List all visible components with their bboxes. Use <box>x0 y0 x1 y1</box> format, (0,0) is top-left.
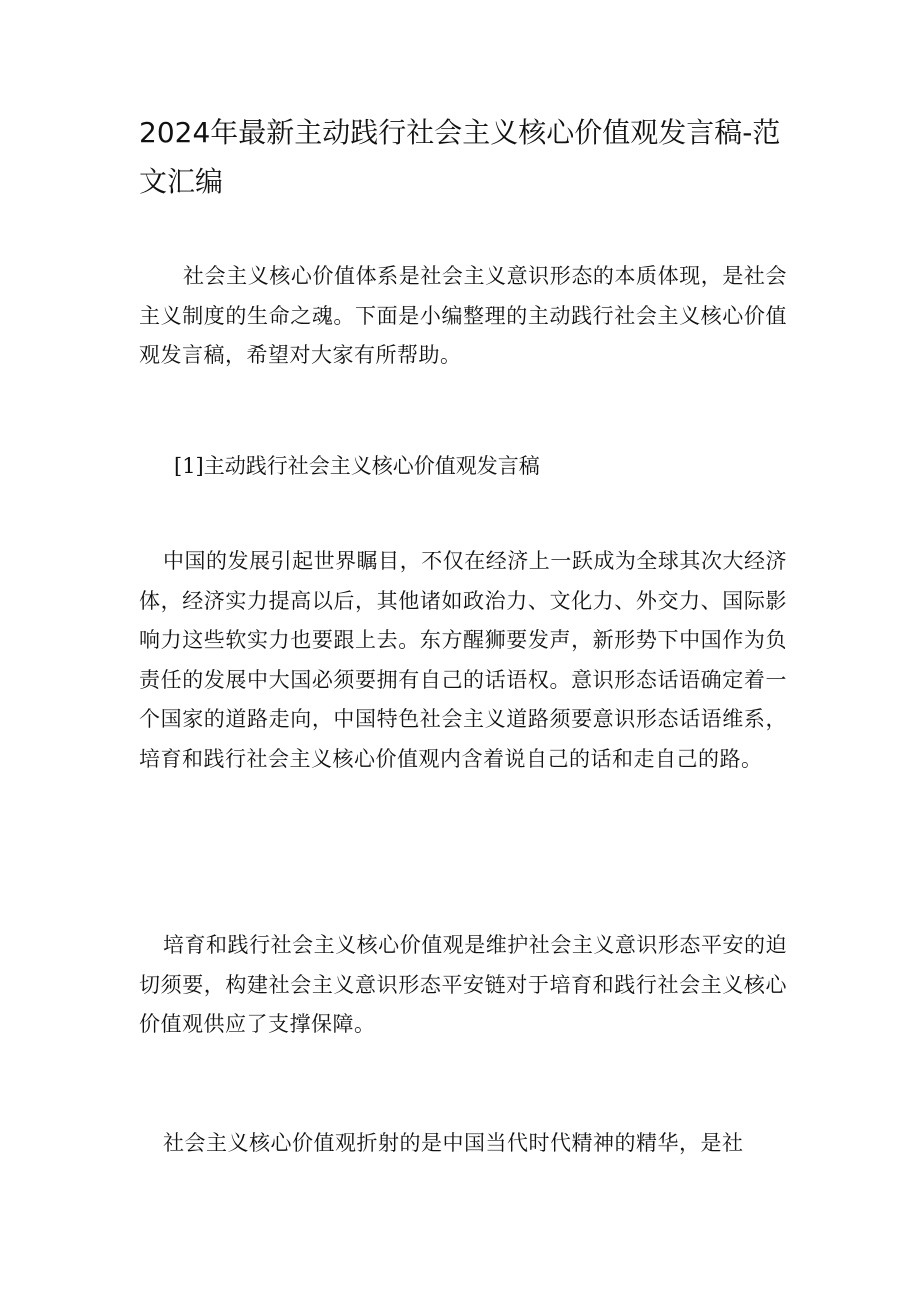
body-paragraph: 培育和践行社会主义核心价值观是维护社会主义意识形态平安的迫切须要，构建社会主义意识形态平安链对于培育和践行社会主义核心价值观供应了支撑保障。 <box>139 933 787 1036</box>
document-title: 2024年最新主动践行社会主义核心价值观发言稿-范文汇编 <box>139 116 781 198</box>
section-heading: [1]主动践行社会主义核心价值观发言稿 <box>174 454 540 478</box>
body-paragraph: 社会主义核心价值观折射的是中国当代时代精神的精华，是社 <box>163 1131 744 1155</box>
body-paragraph: 中国的发展引起世界瞩目，不仅在经济上一跃成为全球其次大经济体，经济实力提高以后，其他诸如政治力、文化力、外交力、国际影响力这些软实力也要跟上去。东方醒狮要发声，新形势下中国作为负责任的发展中大国必须要拥有自己的话语权。意识形态话语确定着一个国家的道路走向，中国特色社会主义道路须要意识形态话语维系，培育和践行社会主义核心价值观内含着说自己的话和走自己的路。 <box>139 549 787 771</box>
intro-paragraph: 社会主义核心价值体系是社会主义意识形态的本质体现，是社会主义制度的生命之魂。下面是小编整理的主动践行社会主义核心价值观发言稿，希望对大家有所帮助。 <box>139 264 787 367</box>
